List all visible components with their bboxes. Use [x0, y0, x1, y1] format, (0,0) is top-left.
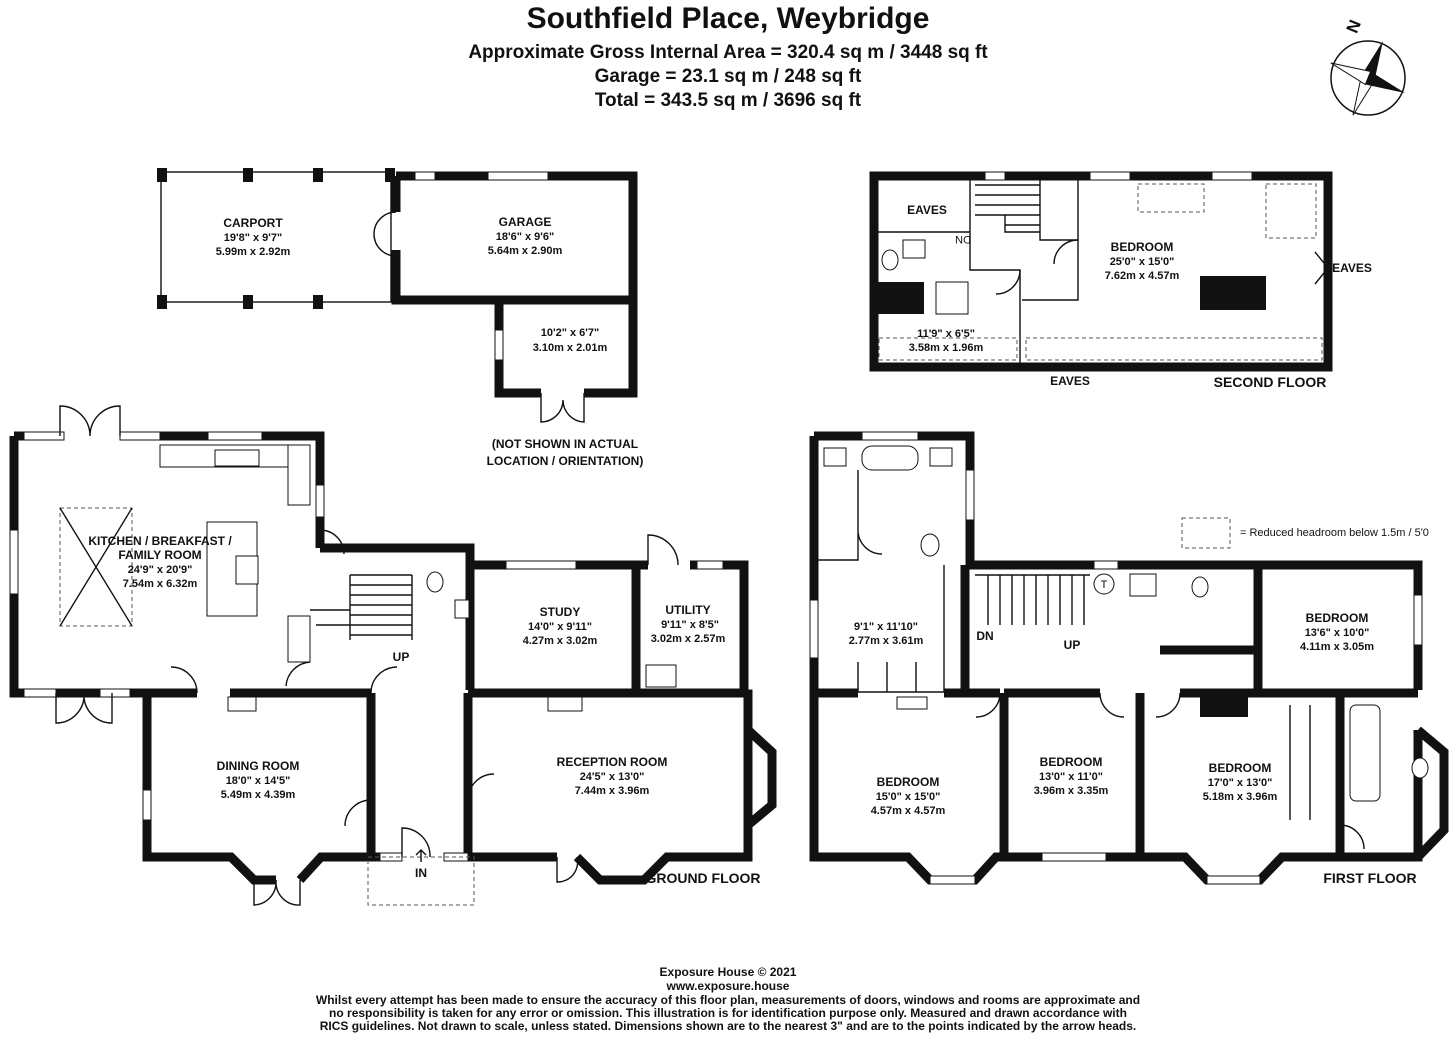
bedroom-right-metric: 5.18m x 3.96m — [1202, 791, 1278, 803]
bedroom-mid-metric: 3.96m x 3.35m — [1033, 785, 1109, 797]
bedroom-upper-metric: 4.11m x 3.05m — [1299, 641, 1375, 653]
eaves-top-label: EAVES — [907, 203, 947, 217]
first-floor-label: FIRST FLOOR — [1323, 870, 1417, 886]
headroom-legend-text: = Reduced headroom below 1.5m / 5'0 — [1240, 527, 1429, 539]
study-name: STUDY — [539, 605, 581, 619]
kitchen-name-line2: FAMILY ROOM — [118, 548, 202, 562]
utility-metric: 3.02m x 2.57m — [650, 633, 726, 645]
carport-name: CARPORT — [223, 216, 283, 230]
second-floor-bedroom-name: BEDROOM — [1110, 240, 1174, 254]
entrance-arrow-icon — [416, 850, 426, 862]
second-floor-room-imperial: 11'9" x 6'5" — [917, 328, 975, 340]
garage-name: GARAGE — [498, 215, 552, 229]
reception-imperial: 24'5" x 13'0" — [579, 771, 645, 783]
second-floor-labels — [907, 203, 1372, 390]
outbuilding-labels — [216, 215, 644, 468]
entrance-label: IN — [415, 866, 427, 880]
ground-floor-labels — [88, 534, 760, 886]
ground-floor-plan — [10, 406, 772, 905]
area-garage: Garage = 23.1 sq m / 248 sq ft — [594, 66, 862, 87]
second-floor-label: SECOND FLOOR — [1213, 374, 1327, 390]
study-imperial: 14'0" x 9'11" — [528, 621, 592, 633]
compass-north-label: N — [1342, 17, 1365, 36]
area-total: Total = 343.5 sq m / 3696 sq ft — [594, 90, 862, 111]
garage-metric: 5.64m x 2.90m — [487, 245, 563, 257]
footer-disclaimer-2: no responsibility is taken for any error or omission. This illustration is for identification purpose only. Measured and drawn accordance with — [329, 1006, 1127, 1020]
garage-imperial: 18'6" x 9'6" — [495, 231, 555, 243]
bedroom-upper-imperial: 13'6" x 10'0" — [1304, 627, 1370, 639]
eaves-bottom-label: EAVES — [1050, 374, 1090, 388]
footer-disclaimer-1: Whilst every attempt has been made to ensure the accuracy of this floor plan, measurements of doors, windows and rooms are approximate and — [315, 993, 1141, 1007]
bedroom-right-imperial: 17'0" x 13'0" — [1207, 777, 1273, 789]
first-floor-dn-label: DN — [976, 629, 994, 643]
ground-floor-up-label: UP — [392, 650, 410, 664]
bedroom-left-imperial: 15'0" x 15'0" — [875, 791, 941, 803]
footer-website: www.exposure.house — [666, 979, 790, 993]
reduced-headroom-legend-swatch — [1182, 518, 1230, 548]
plan-title: Southfield Place, Weybridge — [526, 2, 930, 35]
carport-metric: 5.99m x 2.92m — [215, 246, 291, 258]
store-metric: 3.10m x 2.01m — [532, 342, 608, 354]
bedroom-mid-imperial: 13'0" x 11'0" — [1039, 771, 1103, 783]
area-internal: Approximate Gross Internal Area = 320.4 sq m / 3448 sq ft — [468, 42, 988, 63]
location-note-line1: (NOT SHOWN IN ACTUAL — [491, 437, 639, 451]
study-metric: 4.27m x 3.02m — [522, 635, 598, 647]
store-imperial: 10'2" x 6'7" — [540, 327, 600, 339]
dining-imperial: 18'0" x 14'5" — [225, 775, 291, 787]
reception-metric: 7.44m x 3.96m — [574, 785, 650, 797]
dressing-metric: 2.77m x 3.61m — [848, 635, 924, 647]
ground-floor-label: GROUND FLOOR — [645, 870, 761, 886]
bedroom-upper-name: BEDROOM — [1305, 611, 1369, 625]
footer-disclaimer-3: RICS guidelines. Not drawn to scale, unless stated. Dimensions shown are to the nearest 3" and are to the points indicated by the arrow heads. — [319, 1019, 1137, 1033]
kitchen-imperial: 24'9" x 20'9" — [127, 564, 193, 576]
bedroom-left-name: BEDROOM — [876, 775, 940, 789]
bedroom-mid-name: BEDROOM — [1039, 755, 1103, 769]
second-floor-bedroom-metric: 7.62m x 4.57m — [1104, 270, 1180, 282]
bedroom-left-metric: 4.57m x 4.57m — [870, 805, 946, 817]
eaves-right-label: EAVES — [1332, 261, 1372, 275]
first-floor-up-label: UP — [1063, 638, 1081, 652]
compass-rose-icon — [1316, 17, 1420, 130]
second-floor-room-metric: 3.58m x 1.96m — [908, 342, 984, 354]
utility-name: UTILITY — [665, 603, 711, 617]
bedroom-right-name: BEDROOM — [1208, 761, 1272, 775]
dining-metric: 5.49m x 4.39m — [220, 789, 296, 801]
second-floor-dn-label: DN — [955, 233, 971, 245]
reception-name: RECEPTION ROOM — [556, 755, 668, 769]
dressing-imperial: 9'1" x 11'10" — [854, 621, 918, 633]
footer-copyright: Exposure House © 2021 — [659, 965, 797, 979]
location-note-line2: LOCATION / ORIENTATION) — [486, 454, 644, 468]
outbuildings-plan — [157, 168, 633, 422]
second-floor-bedroom-imperial: 25'0" x 15'0" — [1109, 256, 1175, 268]
kitchen-metric: 7.54m x 6.32m — [122, 578, 198, 590]
utility-imperial: 9'11" x 8'5" — [661, 619, 719, 631]
kitchen-name-line1: KITCHEN / BREAKFAST / — [88, 534, 232, 548]
dining-name: DINING ROOM — [216, 759, 300, 773]
tank-label: T — [1100, 579, 1108, 591]
carport-imperial: 19'8" x 9'7" — [223, 232, 283, 244]
